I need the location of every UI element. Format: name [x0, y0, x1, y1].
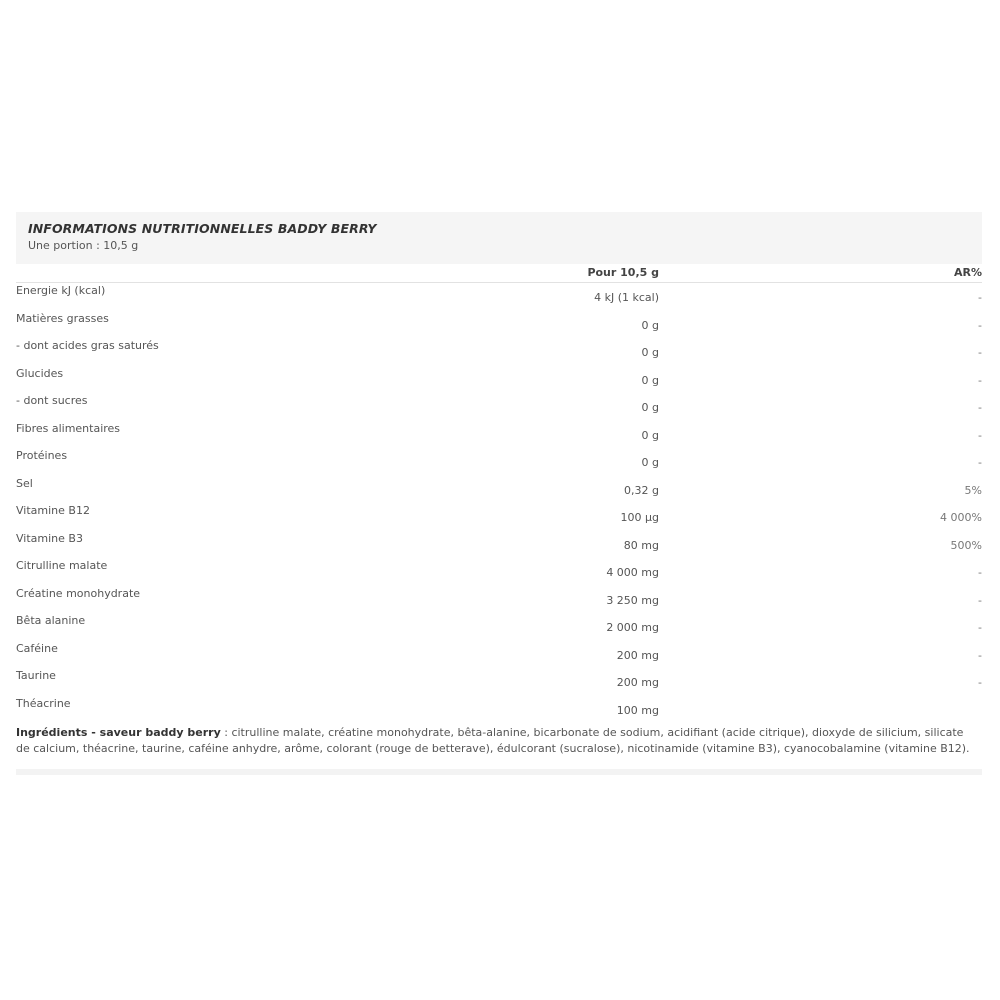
nutrient-ar: - — [978, 676, 982, 689]
portion-size: Une portion : 10,5 g — [28, 239, 139, 252]
nutrient-ar: - — [978, 318, 982, 332]
nutrition-title: INFORMATIONS NUTRITIONNELLES BADDY BERRY — [28, 221, 377, 236]
nutrient-label: Protéines — [16, 449, 68, 462]
nutrient-label: Glucides — [16, 366, 64, 380]
nutrient-value: 200 mg — [616, 648, 659, 662]
table-row — [16, 283, 982, 311]
column-header-ar: AR% — [953, 266, 982, 279]
table-row — [16, 641, 982, 669]
nutrient-ar: 5% — [964, 483, 982, 497]
nutrient-value: 0,32 g — [624, 483, 659, 497]
column-header-per-serving: Pour 10,5 g — [587, 266, 659, 279]
nutrient-value: 0 g — [641, 456, 659, 469]
table-row — [16, 558, 982, 586]
ingredients-block — [16, 725, 982, 757]
nutrient-ar: - — [978, 291, 982, 304]
table-row — [16, 696, 982, 724]
nutrient-ar: - — [978, 373, 982, 387]
nutrient-label: Taurine — [16, 669, 56, 682]
nutrient-value: 200 mg — [616, 676, 659, 689]
column-headers — [16, 264, 982, 283]
nutrient-label: - dont acides gras saturés — [16, 339, 159, 352]
table-row — [16, 613, 982, 641]
nutrient-ar: - — [978, 566, 982, 579]
nutrient-value: 80 mg — [623, 538, 659, 552]
nutrient-value: 0 g — [641, 428, 659, 442]
nutrient-ar: - — [978, 456, 982, 469]
table-row — [16, 586, 982, 614]
nutrient-label: Vitamine B12 — [16, 504, 90, 517]
nutrient-value: 100 mg — [616, 703, 659, 717]
nutrient-ar: - — [978, 401, 982, 414]
nutrient-value: 0 g — [641, 318, 659, 332]
nutrient-label: Citrulline malate — [16, 559, 108, 572]
table-row — [16, 531, 982, 559]
nutrient-ar: 500% — [950, 538, 982, 552]
nutrient-label: - dont sucres — [16, 394, 88, 407]
nutrient-value: 100 µg — [620, 511, 659, 524]
nutrient-label: Fibres alimentaires — [16, 421, 121, 435]
table-row — [16, 503, 982, 531]
nutrient-label: Vitamine B3 — [16, 531, 83, 545]
nutrient-ar: - — [978, 593, 982, 607]
nutrient-label: Energie kJ (kcal) — [16, 284, 106, 297]
nutrient-ar: - — [978, 621, 982, 634]
nutrient-value: 0 g — [641, 346, 659, 359]
footer-divider — [16, 769, 982, 775]
nutrient-ar: - — [978, 346, 982, 359]
table-row — [16, 448, 982, 476]
table-row — [16, 476, 982, 504]
nutrient-label: Théacrine — [16, 696, 71, 710]
table-row — [16, 366, 982, 394]
nutrient-label: Matières grasses — [16, 311, 109, 325]
table-row — [16, 668, 982, 696]
nutrient-label: Créatine monohydrate — [16, 586, 141, 600]
nutrition-panel — [16, 212, 982, 775]
nutrient-value: 4 000 mg — [606, 566, 659, 579]
nutrient-value: 4 kJ (1 kcal) — [594, 291, 659, 304]
nutrient-value: 0 g — [641, 401, 659, 414]
nutrient-ar: - — [978, 428, 982, 442]
table-row — [16, 393, 982, 421]
nutrition-header — [16, 212, 982, 264]
table-row — [16, 338, 982, 366]
nutrition-table — [16, 283, 982, 723]
table-row — [16, 311, 982, 339]
nutrient-value: 0 g — [641, 373, 659, 387]
table-row — [16, 421, 982, 449]
ingredients-label: Ingrédients - saveur baddy berry — [16, 726, 221, 739]
nutrient-label: Bêta alanine — [16, 614, 86, 627]
ingredients-text: : citrulline malate, créatine monohydrate, bêta-alanine, bicarbonate de sodium, acidifiant (acide citrique), dioxyde de silicium, silicate de calcium, théacrine, taurine, caféine anhydre, arôme, colorant (rouge de betterave), édulcorant (sucralose), nicotinamide (vitamine B3), cyanocobalamine (vitamine B12). — [16, 726, 970, 755]
nutrient-ar: 4 000% — [940, 511, 982, 524]
nutrient-ar: - — [978, 648, 982, 662]
nutrient-label: Caféine — [16, 641, 58, 655]
nutrient-value: 3 250 mg — [606, 593, 659, 607]
nutrient-value: 2 000 mg — [606, 621, 659, 634]
nutrient-label: Sel — [16, 476, 33, 490]
